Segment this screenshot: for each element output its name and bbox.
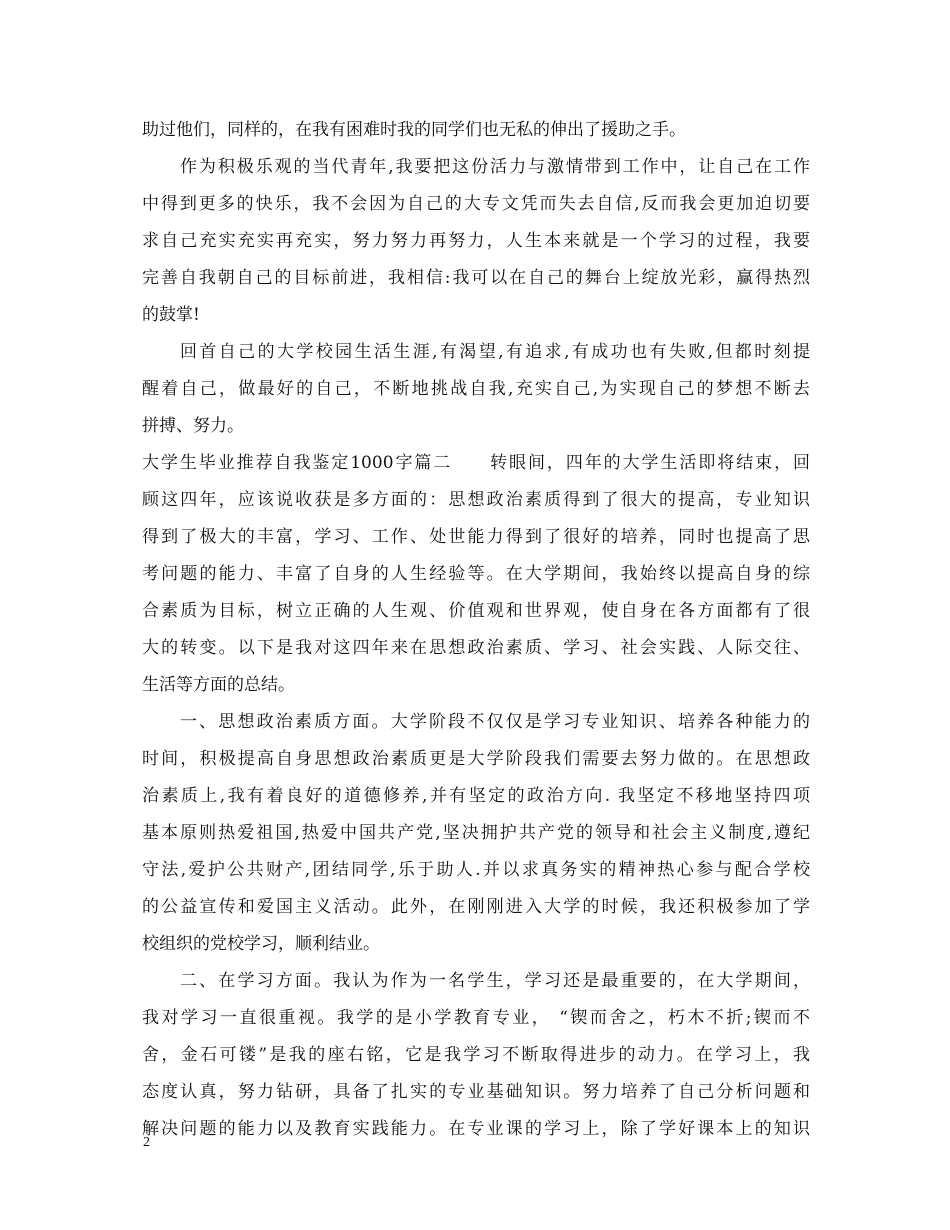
text-line: 作为积极乐观的当代青年,我要把这份活力与激情带到工作中，让自己在工作	[180, 157, 810, 177]
text-line: 求自己充实充实再充实，努力努力再努力，人生本来就是一个学习的过程，我要	[142, 231, 810, 251]
page-number: 2	[143, 1135, 150, 1150]
text-line: 生活等方面的总结。	[142, 675, 295, 695]
text-line: 顾这四年，应该说收获是多方面的：思想政治素质得到了很大的提高，专业知识	[142, 490, 810, 510]
text-line: 大的转变。以下是我对这四年来在思想政治素质、学习、社会实践、人际交往、	[142, 638, 810, 658]
text-line: 中得到更多的快乐，我不会因为自己的大专文凭而失去自信,反而我会更加迫切要	[142, 194, 810, 214]
text-line: 完善自我朝自己的目标前进，我相信:我可以在自己的舞台上绽放光彩，赢得热烈	[142, 268, 810, 288]
body-text	[142, 112, 810, 1148]
section-heading-line: 大学生毕业推荐自我鉴定1000字篇二 转眼间，四年的大学生活即将结束，回	[142, 453, 810, 473]
text-line: 态度认真，努力钻研，具备了扎实的专业基础知识。努力培养了自己分析问题和	[142, 1082, 810, 1102]
text-line: 舍，金石可镂”是我的座右铭，它是我学习不断取得进步的动力。在学习上，我	[142, 1045, 810, 1065]
text-line: 考问题的能力、丰富了自身的人生经验等。在大学期间，我始终以提高自身的综	[142, 564, 810, 584]
text-line: 回首自己的大学校园生活生涯,有渴望,有追求,有成功也有失败,但都时刻提	[180, 342, 810, 362]
text-line: 二、在学习方面。我认为作为一名学生，学习还是最重要的，在大学期间，	[180, 971, 810, 991]
text-line: 校组织的党校学习，顺利结业。	[142, 934, 380, 954]
text-line: 守法,爱护公共财产,团结同学,乐于助人.并以求真务实的精神热心参与配合学校	[142, 860, 810, 880]
text-line: 治素质上,我有着良好的道德修养,并有坚定的政治方向. 我坚定不移地坚持四项	[142, 786, 810, 806]
text-line: 的鼓掌!	[142, 305, 200, 325]
text-line: 解决问题的能力以及教育实践能力。在专业课的学习上，除了学好课本上的知识	[142, 1119, 810, 1139]
text-line: 助过他们，同样的，在我有困难时我的同学们也无私的伸出了援助之手。	[142, 120, 686, 140]
text-line: 的公益宣传和爱国主义活动。此外，在刚刚进入大学的时候，我还积极参加了学	[142, 897, 810, 917]
text-line: 醒着自己，做最好的自己，不断地挑战自我,充实自己,为实现自己的梦想不断去	[142, 379, 810, 399]
text-line: 一、思想政治素质方面。大学阶段不仅仅是学习专业知识、培养各种能力的	[180, 712, 810, 732]
text-line: 合素质为目标，树立正确的人生观、价值观和世界观，使自身在各方面都有了很	[142, 601, 810, 621]
text-line: 拼搏、努力。	[142, 416, 244, 436]
text-line: 基本原则热爱祖国,热爱中国共产党,坚决拥护共产党的领导和社会主义制度,遵纪	[142, 823, 810, 843]
text-line: 得到了极大的丰富，学习、工作、处世能力得到了很好的培养，同时也提高了思	[142, 527, 810, 547]
text-line: 我对学习一直很重视。我学的是小学教育专业， “锲而舍之，朽木不折;锲而不	[142, 1008, 810, 1028]
text-line: 时间，积极提高自身思想政治素质更是大学阶段我们需要去努力做的。在思想政	[142, 749, 810, 769]
